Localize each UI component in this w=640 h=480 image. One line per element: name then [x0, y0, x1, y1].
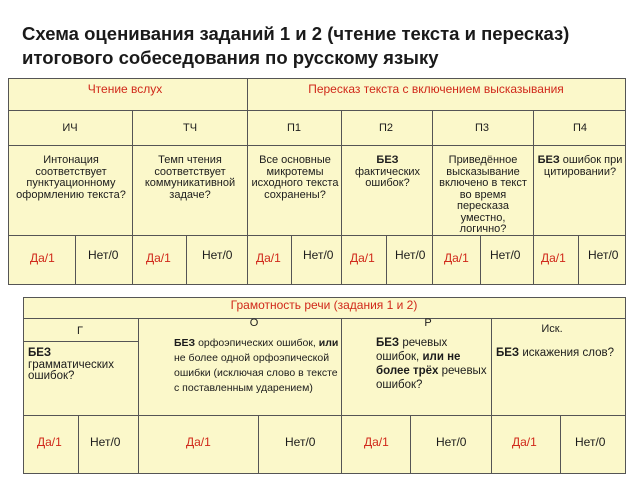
divider — [24, 341, 138, 342]
yes-isk: Да/1 — [512, 435, 537, 449]
divider — [291, 236, 292, 284]
criterion-text: орфоэпических ошибок, — [198, 337, 316, 349]
yes-tch: Да/1 — [146, 251, 171, 265]
no-p3: Нет/0 — [490, 248, 521, 262]
code-ich: ИЧ — [62, 122, 78, 134]
code-p2: П2 — [378, 122, 394, 134]
criterion-p4 — [537, 155, 623, 178]
divider — [578, 236, 579, 284]
divider — [560, 416, 561, 473]
no-g: Нет/0 — [90, 435, 121, 449]
criterion-bold: БЕЗ — [376, 337, 400, 349]
yes-p4: Да/1 — [541, 251, 566, 265]
divider — [258, 416, 259, 473]
divider — [132, 111, 133, 284]
criterion-p1: Все основные микротемы исходного текста сохранены? — [251, 154, 339, 201]
divider — [432, 111, 433, 284]
divider — [247, 79, 248, 284]
divider — [386, 236, 387, 284]
criterion-p3: Приведённое высказывание включено в текст во время пересказа уместно, логично? — [439, 154, 527, 235]
divider — [138, 319, 139, 473]
code-tch: ТЧ — [182, 122, 198, 134]
code-o: О — [249, 317, 259, 329]
criterion-text-2: речевых ошибок? — [376, 365, 487, 391]
criterion-g — [28, 348, 134, 383]
yes-o: Да/1 — [186, 435, 211, 449]
literacy-header: Грамотность речи (задания 1 и 2) — [230, 298, 418, 312]
code-p1: П1 — [286, 122, 302, 134]
no-o: Нет/0 — [285, 435, 316, 449]
criterion-bold: БЕЗ — [537, 154, 560, 166]
criterion-bold: БЕЗ — [376, 154, 399, 166]
yes-p1: Да/1 — [256, 251, 281, 265]
reading-header: Чтение вслух — [87, 82, 163, 96]
no-isk: Нет/0 — [575, 435, 606, 449]
divider — [341, 319, 342, 473]
yes-r: Да/1 — [364, 435, 389, 449]
criterion-text: речевых ошибок, — [376, 337, 448, 363]
divider — [186, 236, 187, 284]
no-r: Нет/0 — [436, 435, 467, 449]
code-p3: П3 — [474, 122, 490, 134]
divider — [24, 318, 625, 319]
criterion-bold-2: или не более трёх — [376, 351, 461, 377]
yes-p3: Да/1 — [444, 251, 469, 265]
no-p2: Нет/0 — [395, 248, 426, 262]
no-ich: Нет/0 — [88, 248, 119, 262]
yes-ich: Да/1 — [30, 251, 55, 265]
retelling-header: Пересказ текста с включением высказывания — [308, 82, 564, 96]
criterion-r — [376, 336, 488, 392]
yes-p2: Да/1 — [350, 251, 375, 265]
divider — [410, 416, 411, 473]
criterion-ich: Интонация соответствует пунктуационному оформлению текста? — [16, 154, 126, 201]
no-tch: Нет/0 — [202, 248, 233, 262]
criterion-bold: БЕЗ — [174, 337, 196, 349]
yes-g: Да/1 — [37, 435, 62, 449]
criterion-text: грамматических ошибок? — [28, 358, 114, 382]
divider — [533, 111, 534, 284]
criterion-bold-2: или — [318, 337, 339, 349]
no-p1: Нет/0 — [303, 248, 334, 262]
divider — [491, 319, 492, 473]
divider — [24, 415, 625, 416]
criterion-o — [174, 336, 339, 396]
criterion-isk — [496, 348, 622, 360]
criterion-bold: БЕЗ — [28, 347, 52, 359]
criterion-bold: БЕЗ — [496, 347, 520, 359]
criterion-text-2: не более одной орфоэпической ошибки (исключая слово в тексте с поставленным ударением) — [174, 352, 338, 394]
divider — [341, 111, 342, 284]
criterion-text: искажения слов? — [522, 347, 614, 359]
divider — [75, 236, 76, 284]
criterion-text: фактических ошибок? — [354, 165, 421, 189]
code-g: Г — [77, 325, 83, 337]
code-r: Р — [424, 317, 432, 329]
criterion-tch: Темп чтения соответствует коммуникативной задаче? — [144, 154, 236, 201]
divider — [480, 236, 481, 284]
no-p4: Нет/0 — [588, 248, 619, 262]
page-title: Схема оценивания заданий 1 и 2 (чтение текста и пересказ) итогового собеседования по русскому языку — [22, 23, 570, 68]
criterion-text: ошибок при цитировании? — [543, 154, 623, 178]
code-isk: Иск. — [541, 323, 563, 335]
code-p4: П4 — [572, 122, 588, 134]
divider — [78, 416, 79, 473]
criterion-p2 — [345, 155, 430, 190]
